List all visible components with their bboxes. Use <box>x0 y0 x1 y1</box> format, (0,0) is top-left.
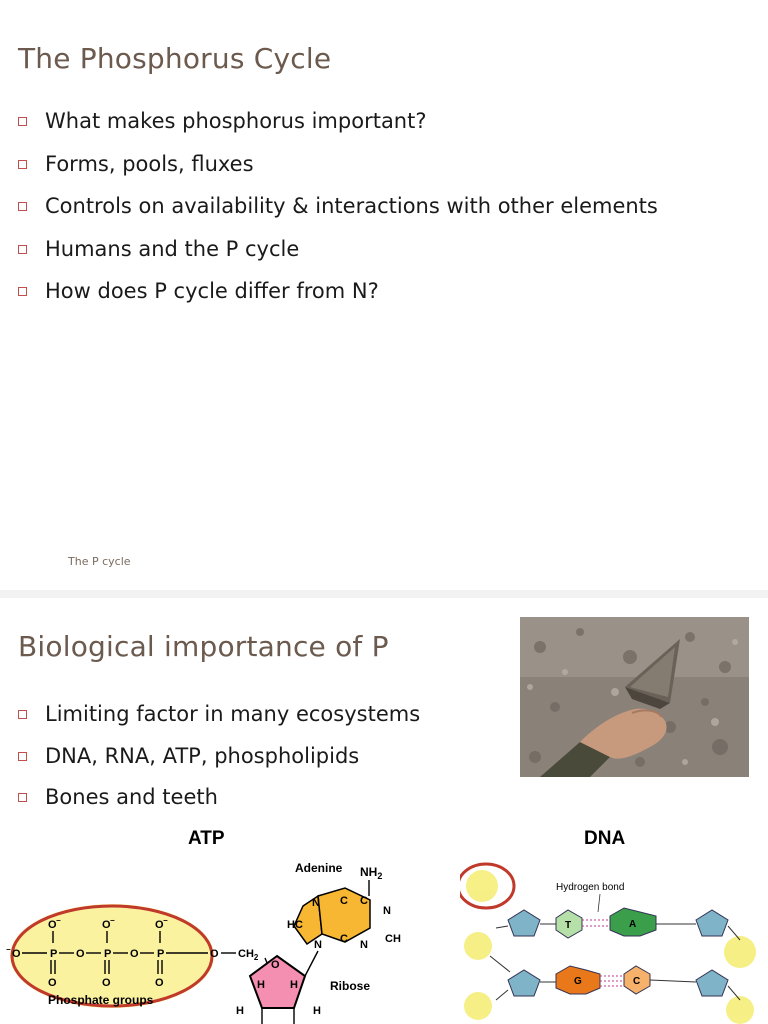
svg-text:P: P <box>157 948 165 960</box>
slide-footer: The P cycle <box>68 555 131 568</box>
svg-text:T: T <box>565 920 572 931</box>
bullet-item: Forms, pools, fluxes <box>18 149 658 192</box>
svg-text:H: H <box>236 1005 244 1017</box>
bullet-item: Controls on availability & interactions with other elements <box>18 191 658 234</box>
svg-text:H: H <box>257 979 265 991</box>
dna-structure-diagram <box>460 860 760 1024</box>
adenine-label: Adenine <box>295 861 343 875</box>
svg-text:C: C <box>340 895 348 907</box>
svg-text:H: H <box>313 1005 321 1017</box>
bullet-list <box>18 106 658 319</box>
atp-structure-diagram <box>0 856 440 1024</box>
bullet-item: Bones and teeth <box>18 782 420 824</box>
svg-text:−: − <box>56 916 61 925</box>
svg-text:−: − <box>110 916 115 925</box>
bullet-item: What makes phosphorus important? <box>18 106 658 149</box>
square-bullet-icon <box>18 710 27 719</box>
svg-text:CH: CH <box>385 933 401 945</box>
square-bullet-icon <box>18 752 27 761</box>
dna-caption: DNA <box>584 828 626 849</box>
svg-text:N: N <box>312 897 320 909</box>
slide-biological-importance <box>0 598 768 1024</box>
svg-text:O: O <box>130 948 139 960</box>
square-bullet-icon <box>18 202 27 211</box>
svg-text:P: P <box>104 948 112 960</box>
svg-text:N: N <box>314 939 322 951</box>
svg-text:O: O <box>155 977 164 989</box>
svg-text:O: O <box>48 919 57 931</box>
ch2-label: $CH_2$ <box>238 948 259 962</box>
svg-text:−: − <box>163 916 168 925</box>
svg-text:HC: HC <box>287 919 303 931</box>
bullet-item: Humans and the P cycle <box>18 234 658 277</box>
svg-text:O: O <box>102 919 111 931</box>
svg-text:O: O <box>76 948 85 960</box>
square-bullet-icon <box>18 160 27 169</box>
svg-text:O: O <box>48 977 57 989</box>
svg-text:A: A <box>629 919 637 930</box>
atp-caption: ATP <box>188 828 225 849</box>
square-bullet-icon <box>18 117 27 126</box>
nh2-label: $NH_2$ <box>360 865 383 881</box>
hydrogen-bond-label: Hydrogen bond <box>556 882 625 893</box>
slide-separator <box>0 590 768 598</box>
svg-text:N: N <box>383 905 391 917</box>
ribose-label: Ribose <box>330 979 371 993</box>
phosphate-groups-label: Phosphate groups <box>48 993 154 1007</box>
bullet-item: Limiting factor in many ecosystems <box>18 699 420 741</box>
fossil-tooth-photo <box>520 617 749 777</box>
svg-text:P: P <box>50 948 58 960</box>
bullet-item: DNA, RNA, ATP, phospholipids <box>18 741 420 783</box>
slide-title: The Phosphorus Cycle <box>18 42 332 75</box>
square-bullet-icon <box>18 793 27 802</box>
svg-text:C: C <box>633 976 641 987</box>
svg-text:O: O <box>102 977 111 989</box>
svg-text:O: O <box>210 948 219 960</box>
svg-text:−: − <box>6 945 11 954</box>
svg-text:C: C <box>340 933 348 945</box>
svg-text:O: O <box>271 959 280 971</box>
bullet-list <box>18 699 420 824</box>
svg-text:H: H <box>290 979 298 991</box>
svg-text:C: C <box>360 895 368 907</box>
bullet-item: How does P cycle differ from N? <box>18 276 658 319</box>
square-bullet-icon <box>18 245 27 254</box>
svg-text:N: N <box>360 939 368 951</box>
svg-text:G: G <box>574 976 582 987</box>
svg-text:O: O <box>12 948 21 960</box>
slide-title: Biological importance of P <box>18 630 389 663</box>
square-bullet-icon <box>18 287 27 296</box>
svg-text:O: O <box>155 919 164 931</box>
